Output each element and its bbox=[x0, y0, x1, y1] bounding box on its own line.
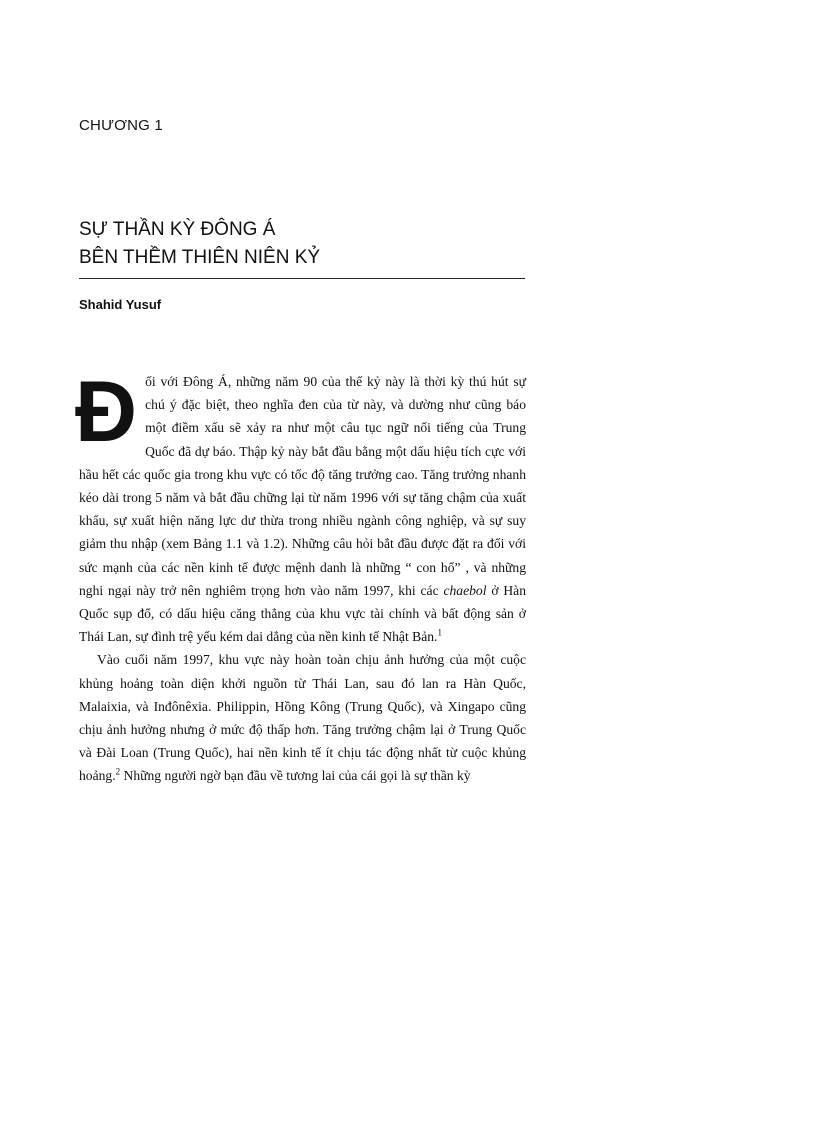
author-name: Shahid Yusuf bbox=[79, 297, 162, 312]
chapter-title bbox=[79, 216, 529, 272]
chapter-title-line-1: SỰ THẦN KỲ ĐÔNG Á bbox=[79, 219, 276, 240]
title-divider bbox=[79, 278, 525, 279]
paragraph-2-tail: Những người ngờ bạn đầu về tương lai của cái gọi là sự thần kỳ bbox=[123, 768, 471, 784]
chapter-label: CHƯƠNG 1 bbox=[79, 117, 163, 134]
chapter-body bbox=[75, 364, 527, 788]
footnote-ref-1[interactable]: 1 bbox=[437, 627, 442, 638]
paragraph-1 bbox=[75, 364, 527, 648]
paragraph-2 bbox=[79, 648, 526, 787]
paragraph-1-text-a: ối với Đông Á, những năm 90 của thế kỷ này là thời kỳ thú hút sự chú ý đặc biệt, theo nghĩa đen của từ này, và dường như cũng báo một điềm xấu sẽ xảy ra như một câu tục ngữ nổi tiếng của Trung Quốc đã dự báo. Thập kỷ này bắt đầu bằng một dấu hiệu tích cực với hầu hết các quốc gia trong khu vực có tốc độ tăng trưởng cao. Tăng trưởng nhanh kéo dài trong 5 năm và bắt đầu chững lại từ năm 1996 với sự tăng chậm của xuất khẩu, sự xuất hiện năng lực dư thừa trong nhiều ngành công nghiệp, và sự suy giảm thu nhập (xem Bảng 1.1 và 1.2). Những câu hỏi bắt đầu được đặt ra đối với sức mạnh của các nền kinh tế được mệnh danh là những “ con hổ” , và những nghi ngại này trở nên nghiêm trọng hơn vào năm 1997, khi các bbox=[79, 374, 526, 598]
footnote-ref-2[interactable]: 2 bbox=[115, 766, 121, 777]
paragraph-1-italic-term: chaebol bbox=[443, 582, 487, 598]
paragraph-1-text-b: ở Hàn Quốc sụp đổ, có dấu hiệu căng thẳng của khu vực tài chính và bất động sản ở Thái Lan, sự đình trệ yếu kém dai dẳng của nền kinh tế Nhật Bản. bbox=[79, 582, 527, 645]
chapter-title-line-2: BÊN THỀM THIÊN NIÊN KỶ bbox=[79, 247, 321, 268]
paragraph-2-text: Vào cuối năm 1997, khu vực này hoàn toàn chịu ảnh hưởng của một cuộc khủng hoảng toàn diện khởi nguồn từ Thái Lan, sau đó lan ra Hàn Quốc, Malaixia, và Inđônêxia. Philippin, Hồng Kông (Trung Quốc), và Xingapo cũng chịu ảnh hưởng nhưng ở mức độ thấp hơn. Tăng trưởng chậm lại ở Trung Quốc và Đài Loan (Trung Quốc), hai nền kinh tế ít chịu tác động nhất từ cuộc khủng hoảng. bbox=[79, 652, 526, 784]
drop-cap: Đ bbox=[75, 364, 138, 460]
